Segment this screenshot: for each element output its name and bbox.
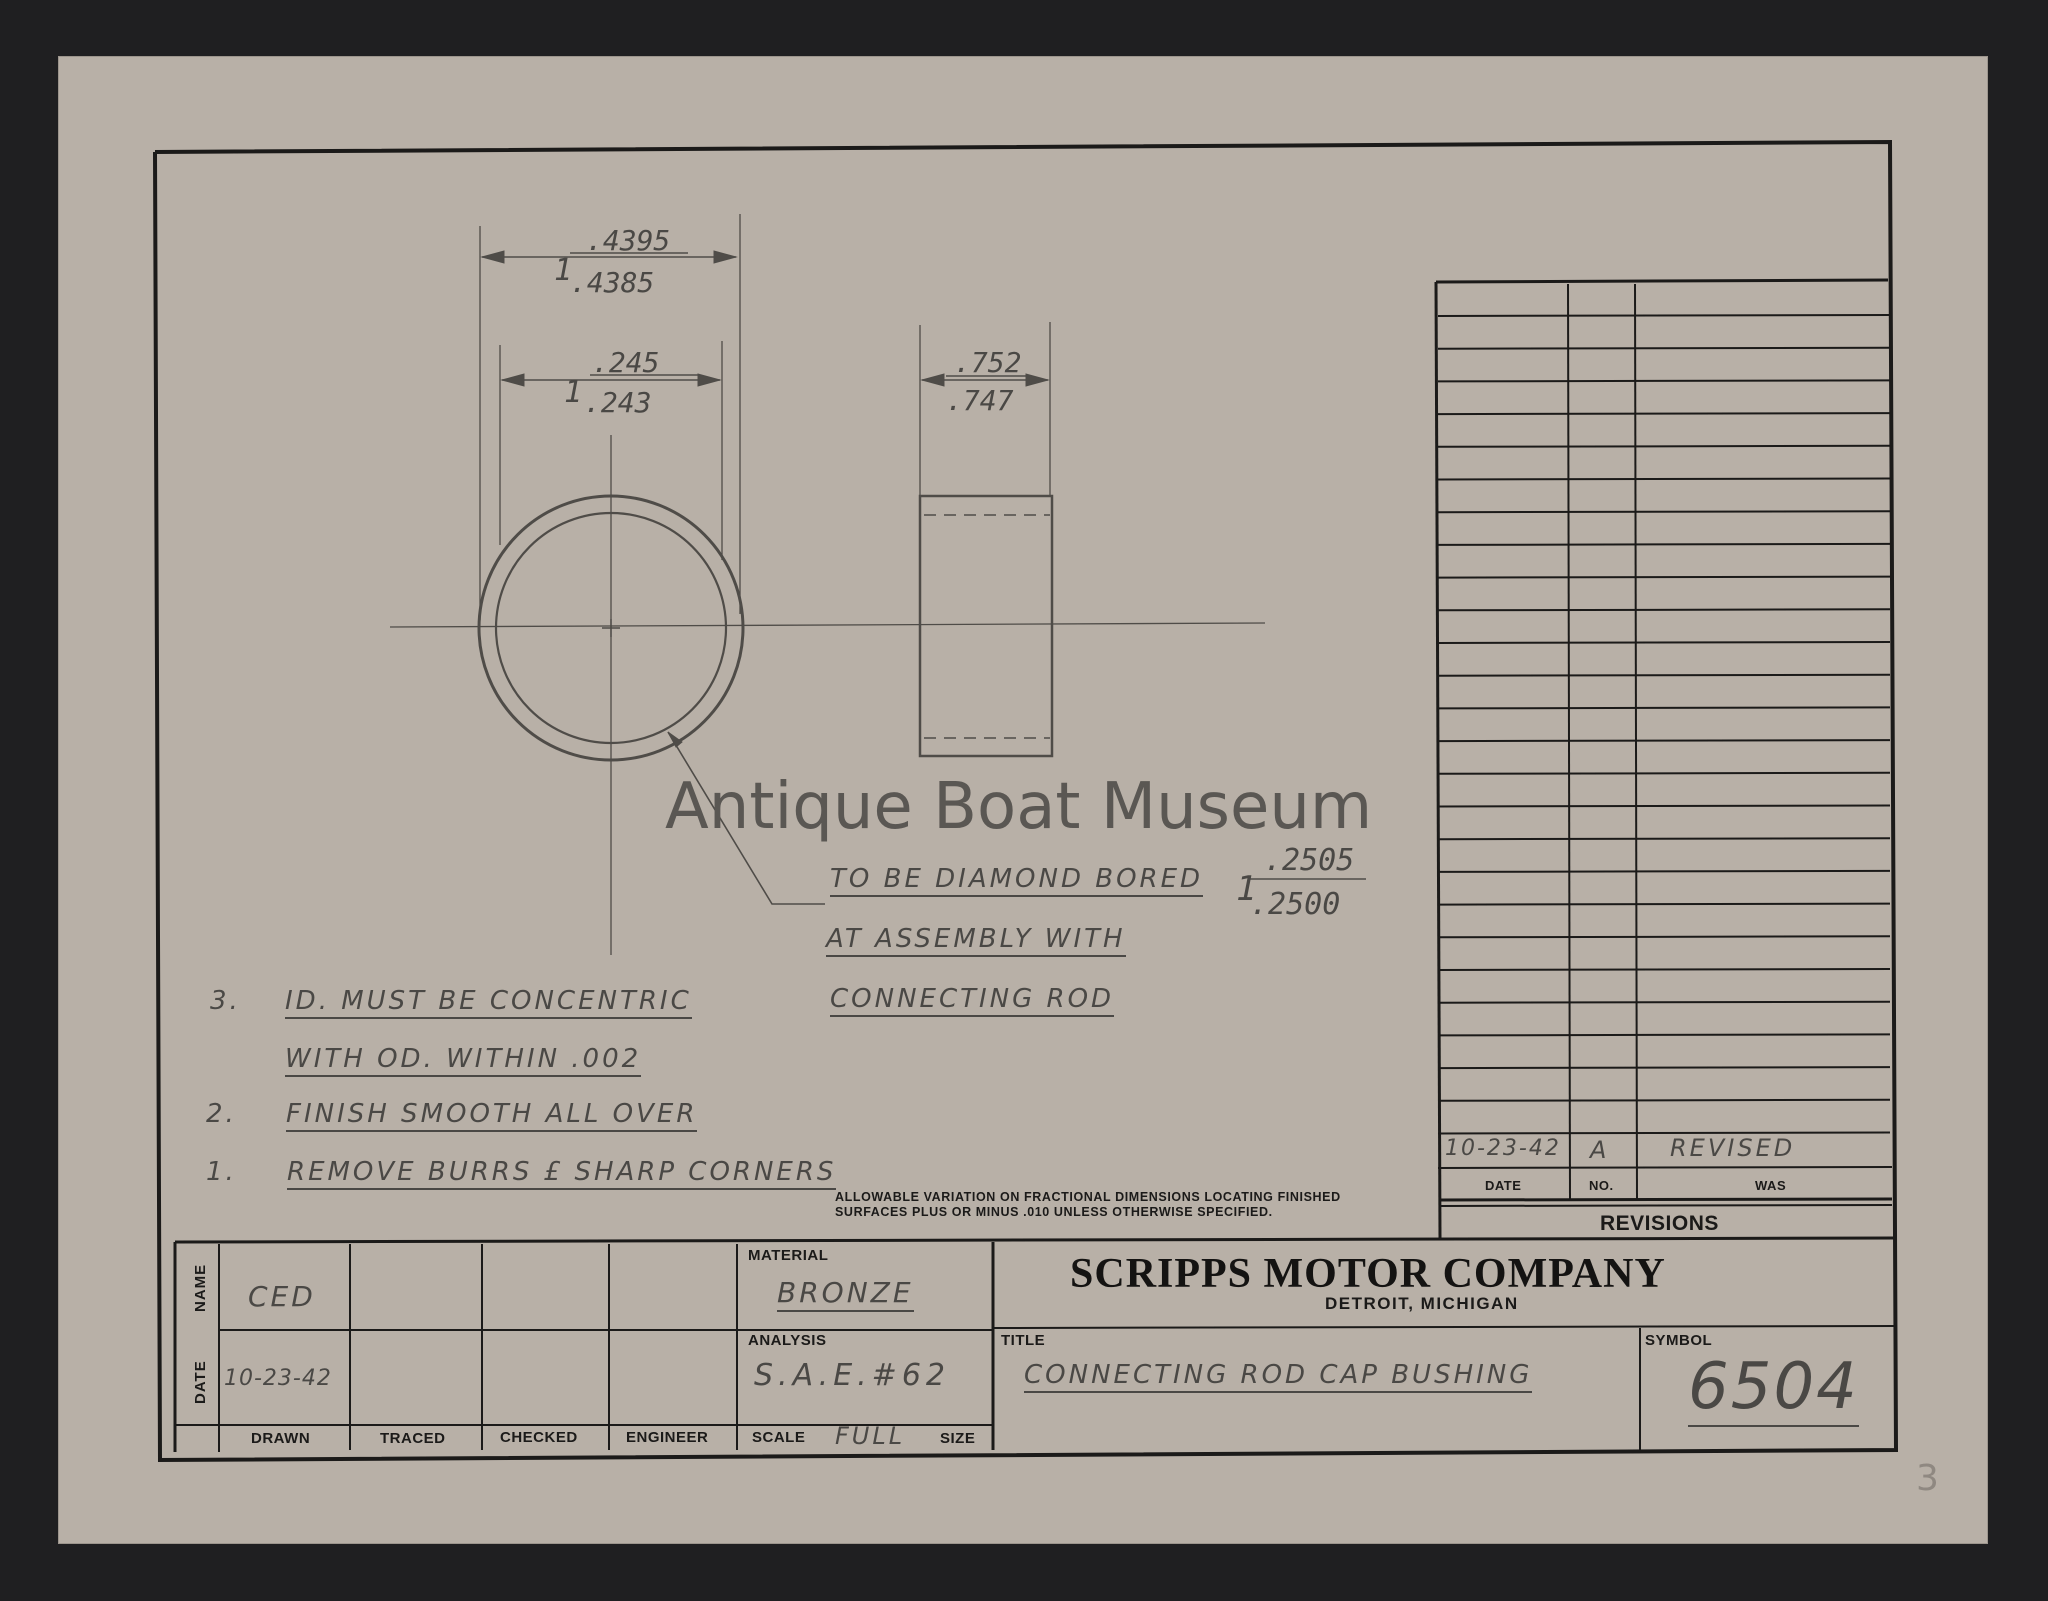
note-1-text: REMOVE BURRS £ SHARP CORNERS [287, 1157, 836, 1190]
size-label: SIZE [940, 1430, 976, 1447]
revision-row-line [1438, 773, 1890, 774]
bore-dim-upper: .2505 [1264, 843, 1355, 878]
engineer-label: ENGINEER [626, 1429, 709, 1446]
checked-label: CHECKED [500, 1429, 578, 1446]
note-2-number: 2. [206, 1099, 237, 1129]
name-label: NAME [192, 1263, 209, 1312]
revision-row-line [1438, 838, 1890, 839]
revision-row-line [1438, 1002, 1890, 1003]
date-label: DATE [192, 1360, 209, 1404]
id-dim-int: 1 [564, 375, 583, 410]
revision-row-line [1438, 348, 1890, 349]
drawing-number: 6504 [1688, 1350, 1859, 1427]
id-dim-upper: .245 [592, 346, 660, 379]
revision-row-line [1438, 446, 1890, 447]
note-3-line-2: WITH OD. WITHIN .002 [285, 1044, 641, 1077]
revision-row-line [1438, 740, 1890, 741]
revision-col-was: WAS [1755, 1178, 1787, 1193]
revision-col-no: NO. [1589, 1178, 1614, 1193]
title-label: TITLE [1001, 1332, 1046, 1349]
title-block-top [175, 1238, 1896, 1242]
od-dim-lower: .4385 [570, 266, 655, 299]
len-dim-upper: .752 [954, 346, 1022, 379]
id-dim-lower: .243 [584, 386, 652, 419]
revision-date: 10-23-42 [1445, 1136, 1561, 1161]
revision-row-line [1438, 380, 1890, 381]
drawn-label: DRAWN [251, 1430, 311, 1447]
scale-value: FULL [835, 1422, 906, 1450]
drawn-by-name: CED [248, 1280, 316, 1313]
drawing-title: CONNECTING ROD CAP BUSHING [1024, 1360, 1532, 1393]
bore-dim-lower: .2500 [1250, 887, 1341, 922]
revisions-title: REVISIONS [1600, 1212, 1719, 1235]
note-3-number: 3. [210, 986, 241, 1016]
revision-was: REVISED [1670, 1134, 1796, 1162]
revision-number: A [1590, 1136, 1610, 1164]
note-1-number: 1. [206, 1157, 237, 1187]
revision-row-line [1438, 1067, 1890, 1068]
revision-row-line [1438, 675, 1890, 676]
od-dim-upper: .4395 [586, 224, 671, 257]
revision-row-line [1438, 315, 1890, 316]
od-dim-int: 1 [554, 253, 573, 288]
revision-row-line [1438, 1034, 1890, 1035]
traced-label: TRACED [380, 1430, 446, 1447]
bushing-side-view [920, 496, 1052, 756]
watermark: Antique Boat Museum [665, 770, 1373, 844]
revision-row-line [1438, 936, 1890, 937]
company-name: SCRIPPS MOTOR COMPANY [1070, 1251, 1666, 1297]
revision-row-line [1438, 871, 1890, 872]
scale-label: SCALE [752, 1429, 806, 1446]
revision-row-line [1438, 969, 1890, 970]
revision-row-line [1438, 1133, 1890, 1134]
revision-row-line [1438, 577, 1890, 578]
material-label: MATERIAL [748, 1247, 829, 1264]
revision-col-date: DATE [1485, 1178, 1522, 1193]
revision-row-line [1438, 707, 1890, 708]
page-number: 3 [1916, 1458, 1939, 1499]
symbol-label: SYMBOL [1645, 1332, 1713, 1349]
revision-row-line [1438, 609, 1890, 610]
revision-row-line [1438, 511, 1890, 512]
revision-row-line [1438, 1100, 1890, 1101]
revision-row-line [1438, 642, 1890, 643]
revision-row-line [1438, 904, 1890, 905]
revision-row-line [1438, 806, 1890, 807]
material-value: BRONZE [777, 1276, 914, 1312]
analysis-value: S.A.E.#62 [754, 1358, 950, 1393]
len-dim-lower: .747 [946, 384, 1014, 417]
note-3-line-1: ID. MUST BE CONCENTRIC [285, 986, 692, 1019]
revision-row-line [1438, 479, 1890, 480]
tolerance-note: ALLOWABLE VARIATION ON FRACTIONAL DIMENSIONS LOCATING FINISHED SURFACES PLUS OR MINUS .010 UNLESS OTHERWISE SPECIFIED. [835, 1190, 1341, 1219]
note-2-text: FINISH SMOOTH ALL OVER [286, 1099, 697, 1132]
callout-line-2: AT ASSEMBLY WITH [826, 924, 1126, 957]
analysis-label: ANALYSIS [748, 1332, 827, 1349]
company-city: DETROIT, MICHIGAN [1325, 1294, 1519, 1313]
drawn-date: 10-23-42 [224, 1366, 332, 1391]
bore-dim-int: 1 [1236, 869, 1257, 909]
callout-line-3: CONNECTING ROD [830, 984, 1114, 1017]
callout-line-1: TO BE DIAMOND BORED [830, 864, 1203, 897]
revision-row-line [1438, 413, 1890, 414]
revision-row-line [1438, 544, 1890, 545]
